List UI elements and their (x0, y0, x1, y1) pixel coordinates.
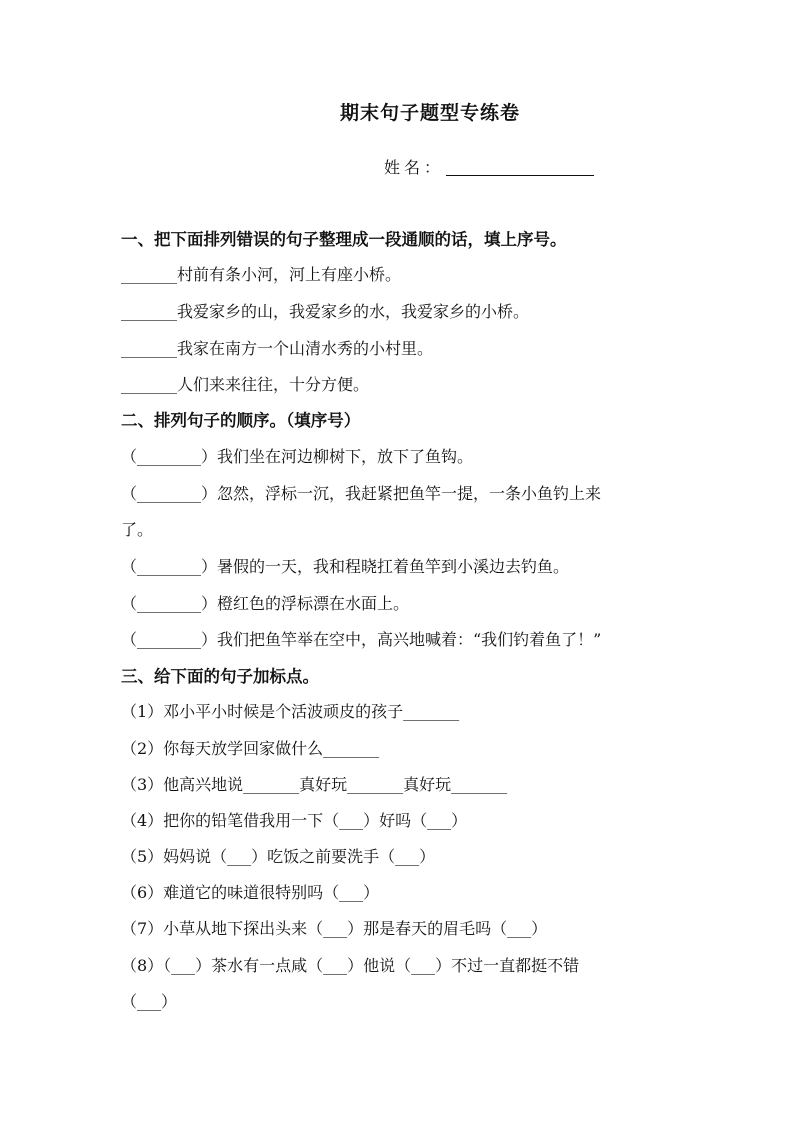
section2-item-2-cont: 了。 (121, 520, 154, 539)
section2-item-1: （________）我们坐在河边柳树下，放下了鱼钩。 (121, 447, 474, 466)
section2-heading: 二、排列句子的顺序。（填序号） (121, 411, 361, 430)
section3-item-4: （4）把你的铅笔借我用一下（___）好吗（___） (121, 811, 468, 830)
section3-item-1: （1）邓小平小时候是个活波顽皮的孩子_______ (121, 702, 460, 721)
section2-item-4: （________）橙红色的浮标漂在水面上。 (121, 594, 410, 613)
section1-item-3: _______我家在南方一个山清水秀的小村里。 (121, 339, 434, 358)
section3-item-8-cont: （___） (121, 992, 178, 1011)
section3-heading: 三、给下面的句子加标点。 (121, 667, 319, 686)
section2-item-5: （________）我们把鱼竿举在空中，高兴地喊着：“我们钓着鱼了！” (121, 630, 602, 649)
section1-item-2: _______我爱家乡的山，我爱家乡的水，我爱家乡的小桥。 (121, 302, 530, 321)
section3-item-2: （2）你每天放学回家做什么_______ (121, 739, 380, 758)
section3-item-3: （3）他高兴地说_______真好玩_______真好玩_______ (121, 775, 508, 794)
section1-item-4: _______人们来来往往，十分方便。 (121, 375, 370, 394)
name-field (384, 155, 594, 178)
section1-item-1: _______村前有条小河，河上有座小桥。 (121, 265, 402, 284)
name-label: 姓名： (384, 158, 445, 177)
section1-heading: 一、把下面排列错误的句子整理成一段通顺的话，填上序号。 (121, 230, 567, 249)
section3-item-5: （5）妈妈说（___）吃饭之前要洗手（___） (121, 847, 436, 866)
section2-item-2: （________）忽然，浮标一沉，我赶紧把鱼竿一提，一条小鱼钓上来 (121, 484, 602, 503)
section3-item-8: （8）（___）茶水有一点咸（___）他说（___）不过一直都挺不错 (121, 956, 580, 975)
section2-item-3: （________）暑假的一天，我和程晓扛着鱼竿到小溪边去钓鱼。 (121, 557, 570, 576)
name-blank[interactable] (446, 157, 594, 176)
page-title: 期末句子题型专练卷 (339, 102, 520, 124)
section3-item-7: （7）小草从地下探出头来（___）那是春天的眉毛吗（___） (121, 919, 548, 938)
section3-item-6: （6）难道它的味道很特别吗（___） (121, 883, 380, 902)
